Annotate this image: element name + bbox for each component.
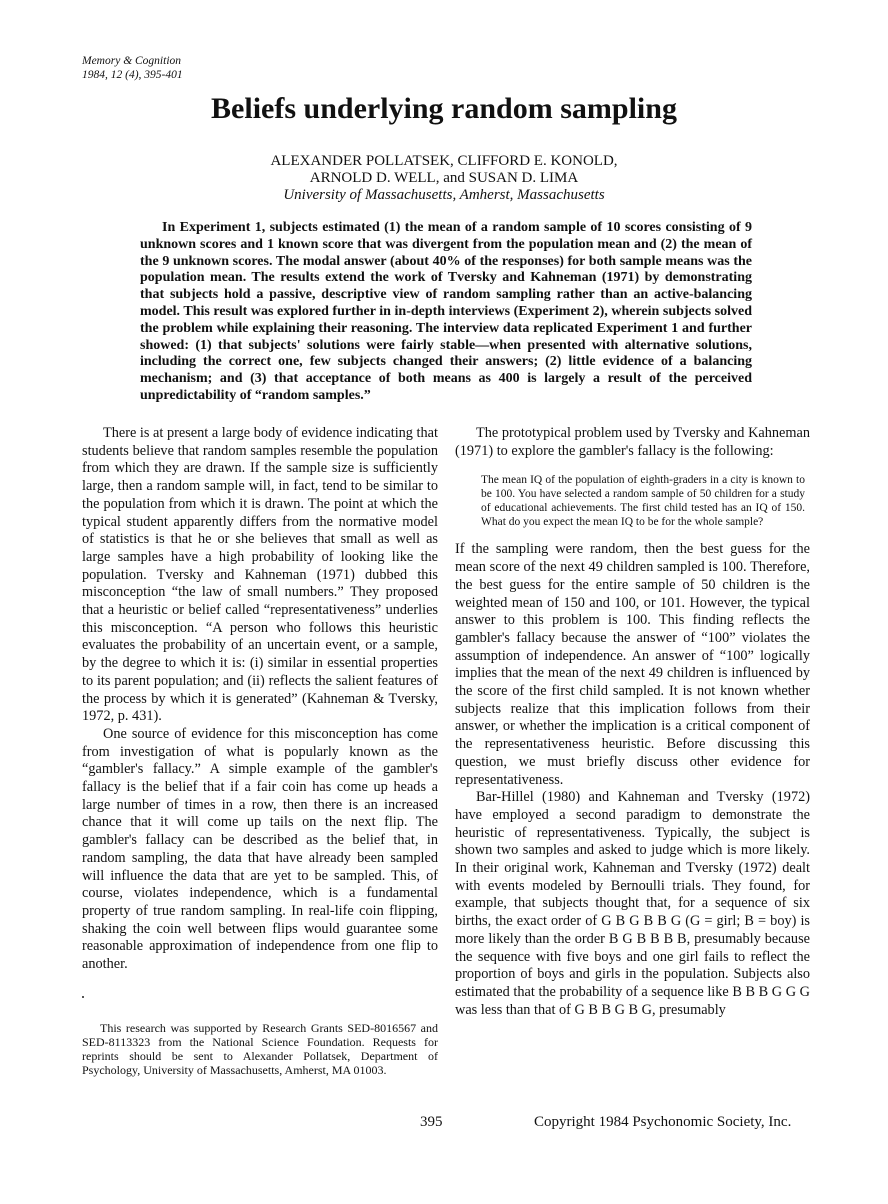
left-paragraph-1: There is at present a large body of evidence indicating that students believe that random samples resemble the population from which they are drawn. If the sample size is sufficiently large, then a random sample will, in fact, tend to be similar to the population from which it is drawn. The point at which the typical student apparently differs from the normative model of statistics is that he or she believes that small as well as large samples have a high probability of looking like the population. Tversky and Kahneman (1971) dubbed this misconception “the law of small numbers.” They proposed that a heuristic or belief called “representativeness” underlies this misconception. “A person who follows this heuristic evaluates the probability of an uncertain event, or a sample, by the degree to which it is: (i) similar in essential properties to its parent population; and (ii) reflects the salient features of the process by which it is generated” (Kahneman & Tversky, 1972, p. 431). <box>82 425 438 725</box>
right-paragraph-2: If the sampling were random, then the best guess for the mean score of the next 49 children sampled is 100. Therefore, the best guess for the entire sample of 50 children is the weighted mean of 150 and 100, or 101. However, the typical answer to this problem is 100. This finding reflects the gambler's fallacy because the answer of “100” violates the assumption of independence. An answer of “100” logically implies that the mean of the next 49 children is influenced by the score of the first child sampled. It is not known whether subjects realize that this implication follows from their answer, or whether the implication is a critical component of the representativeness heuristic. Before discussing this question, we must briefly discuss other evidence for representativeness. <box>455 541 810 788</box>
page-number: 395 <box>420 1114 443 1130</box>
right-column <box>455 425 810 1019</box>
paper-title: Beliefs underlying random sampling <box>211 92 677 125</box>
right-paragraph-3: Bar-Hillel (1980) and Kahneman and Tversky (1972) have employed a second paradigm to demonstrate the heuristic of representativeness. Typically, the subject is shown two samples and asked to judge which is more likely. In their original work, Kahneman and Tversky (1972) dealt with events modeled by Bernoulli trials. They found, for example, that subjects thought that, for a sequence of six births, the exact order of G B G B B G (G = girl; B = boy) is more likely than the order B G B B B B, presumably because the sequence with five boys and one girl fails to reflect the proportion of boys and girls in the population. Subjects also estimated that the probability of a sequence like B B B G G G was less than that of G B B G B G, presumably <box>455 789 810 1018</box>
copyright-notice: Copyright 1984 Psychonomic Society, Inc. <box>534 1114 792 1130</box>
left-paragraph-2: One source of evidence for this misconception has come from investigation of what is popularly known as the “gambler's fallacy.” A simple example of the gambler's fallacy is the belief that if a fair coin has come up heads a large number of times in a row, then there is an increased chance that it will come up tails on the next flip. The gambler's fallacy can be described as the belief that, in random sampling, the data that have already been sampled will influence the data that are yet to be sampled. This, of course, violates independence, which is a fundamental property of true random sampling. In real-life coin flipping, shaking the coin well between flips would guarantee some reasonable approximation of independence from one flip to another. <box>82 725 438 973</box>
footnote <box>82 1021 438 1077</box>
authors-line-2: ARNOLD D. WELL, and SUSAN D. LIMA <box>309 170 579 186</box>
journal-header <box>82 54 183 82</box>
footnote-separator <box>82 996 84 998</box>
journal-name: Memory & Cognition <box>82 55 182 67</box>
abstract <box>140 220 752 405</box>
affiliation: University of Massachusetts, Amherst, Massachusetts <box>283 187 605 203</box>
footnote-text: This research was supported by Research Grants SED-8016567 and SED-8113323 from the National Science Foundation. Requests for reprints should be sent to Alexander Pollatsek, Department of Psychology, University of Massachusetts, Amherst, MA 01003. <box>82 1021 438 1077</box>
journal-citation: 1984, 12 (4), 395-401 <box>82 69 183 81</box>
left-column <box>82 425 438 974</box>
block-quote: The mean IQ of the population of eighth-graders in a city is known to be 100. You have selected a random sample of 50 children for a study of educational achievements. The first child tested has an IQ of 150. What do you expect the mean IQ to be for the whole sample? <box>481 474 805 529</box>
author-block <box>0 153 888 204</box>
abstract-text: In Experiment 1, subjects estimated (1) the mean of a random sample of 10 scores consisting of 9 unknown scores and 1 known score that was divergent from the population mean and (2) the mean of the 9 unknown scores. The modal answer (about 40% of the responses) for both sample means was the population mean. The results extend the work of Tversky and Kahneman (1971) by demonstrating that subjects hold a passive, descriptive view of random sampling rather than an active-balancing model. This result was explored further in in-depth interviews (Experiment 2), wherein subjects solved the problem while explaining their reasoning. The interview data replicated Experiment 1 and further showed: (1) that subjects' solutions were fairly stable—when presented with alternative solutions, including the correct one, few subjects changed their answers; (2) little evidence of a balancing mechanism; and (3) that acceptance of both means as 400 is largely a result of the perceived unpredictability of “random samples.” <box>140 220 752 403</box>
authors-line-1: ALEXANDER POLLATSEK, CLIFFORD E. KONOLD, <box>270 153 618 169</box>
right-paragraph-1: The prototypical problem used by Tversky and Kahneman (1971) to explore the gambler's fallacy is the following: <box>455 425 810 459</box>
